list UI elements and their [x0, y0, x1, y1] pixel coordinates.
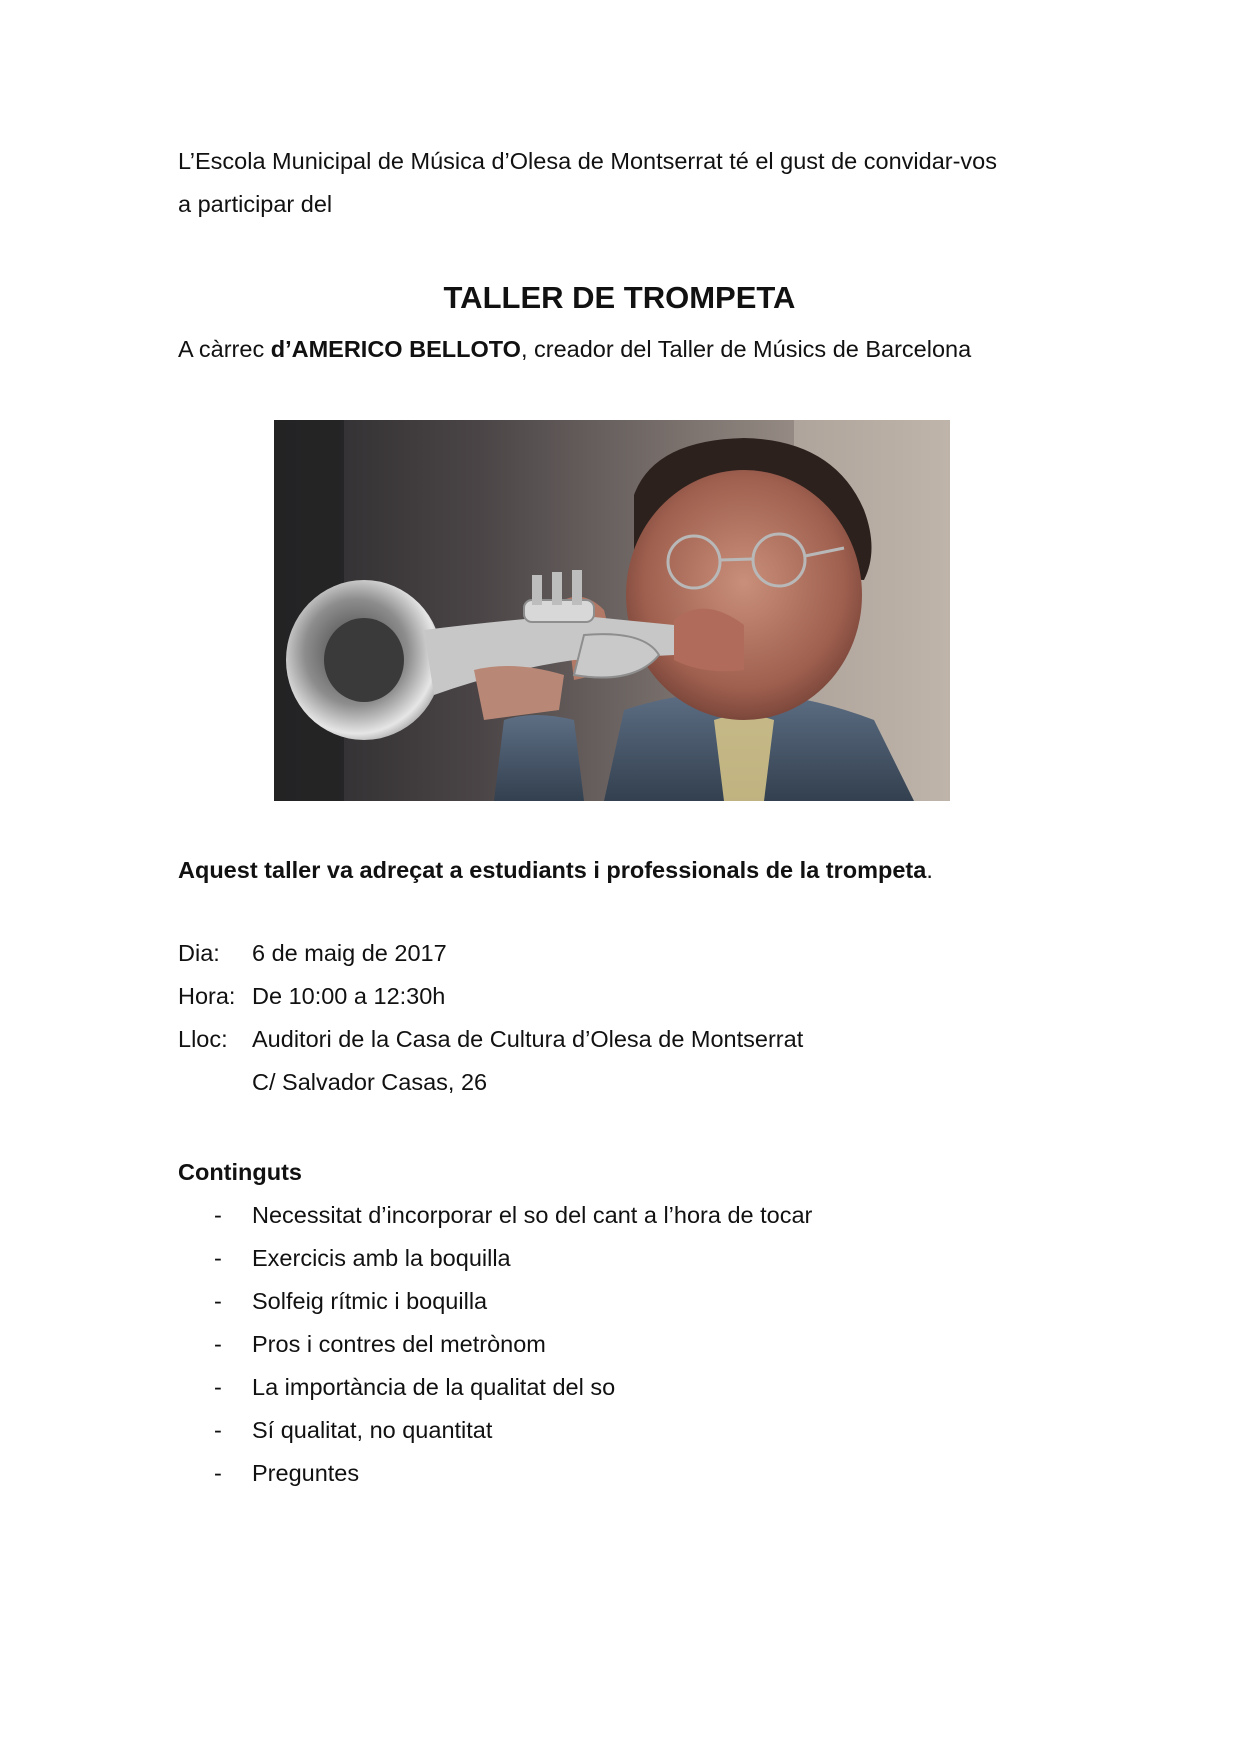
- audience-period: .: [926, 857, 933, 883]
- list-item-text: La importància de la qualitat del so: [252, 1374, 616, 1400]
- byline-suffix: , creador del Taller de Músics de Barcelona: [520, 336, 972, 362]
- list-item-text: Necessitat d’incorporar el so del cant a l’hora de tocar: [252, 1202, 813, 1228]
- bullet-dash: -: [214, 1460, 222, 1486]
- list-item-text: Solfeig rítmic i boquilla: [252, 1288, 488, 1314]
- workshop-title: TALLER DE TROMPETA: [443, 280, 796, 315]
- contents-title: Continguts: [178, 1159, 302, 1185]
- trumpet-player-photo: [274, 420, 950, 801]
- bullet-dash: -: [214, 1288, 222, 1314]
- bullet-dash: -: [214, 1331, 222, 1357]
- bullet-dash: -: [214, 1202, 222, 1228]
- intro-line-2: a participar del: [178, 191, 333, 217]
- byline: [178, 334, 971, 364]
- intro-line-1: L’Escola Municipal de Música d’Olesa de Montserrat té el gust de convidar-vos: [178, 148, 997, 174]
- lloc-address: C/ Salvador Casas, 26: [252, 1069, 488, 1095]
- audience-statement: [178, 855, 933, 885]
- hora-value: De 10:00 a 12:30h: [252, 983, 446, 1009]
- dia-value: 6 de maig de 2017: [252, 940, 447, 966]
- bullet-dash: -: [214, 1245, 222, 1271]
- hora-label: Hora:: [178, 983, 236, 1009]
- bullet-dash: -: [214, 1374, 222, 1400]
- instructor-name: d’AMERICO BELLOTO: [270, 336, 521, 362]
- list-item-text: Exercicis amb la boquilla: [252, 1245, 511, 1271]
- audience-text: Aquest taller va adreçat a estudiants i professionals de la trompeta: [178, 857, 927, 883]
- lloc-value: Auditori de la Casa de Cultura d’Olesa de Montserrat: [252, 1026, 804, 1052]
- lloc-label: Lloc:: [178, 1026, 228, 1052]
- list-item-text: Preguntes: [252, 1460, 360, 1486]
- dia-label: Dia:: [178, 940, 220, 966]
- bullet-dash: -: [214, 1417, 222, 1443]
- list-item-text: Pros i contres del metrònom: [252, 1331, 546, 1357]
- byline-prefix: A càrrec: [178, 336, 271, 362]
- list-item-text: Sí qualitat, no quantitat: [252, 1417, 493, 1443]
